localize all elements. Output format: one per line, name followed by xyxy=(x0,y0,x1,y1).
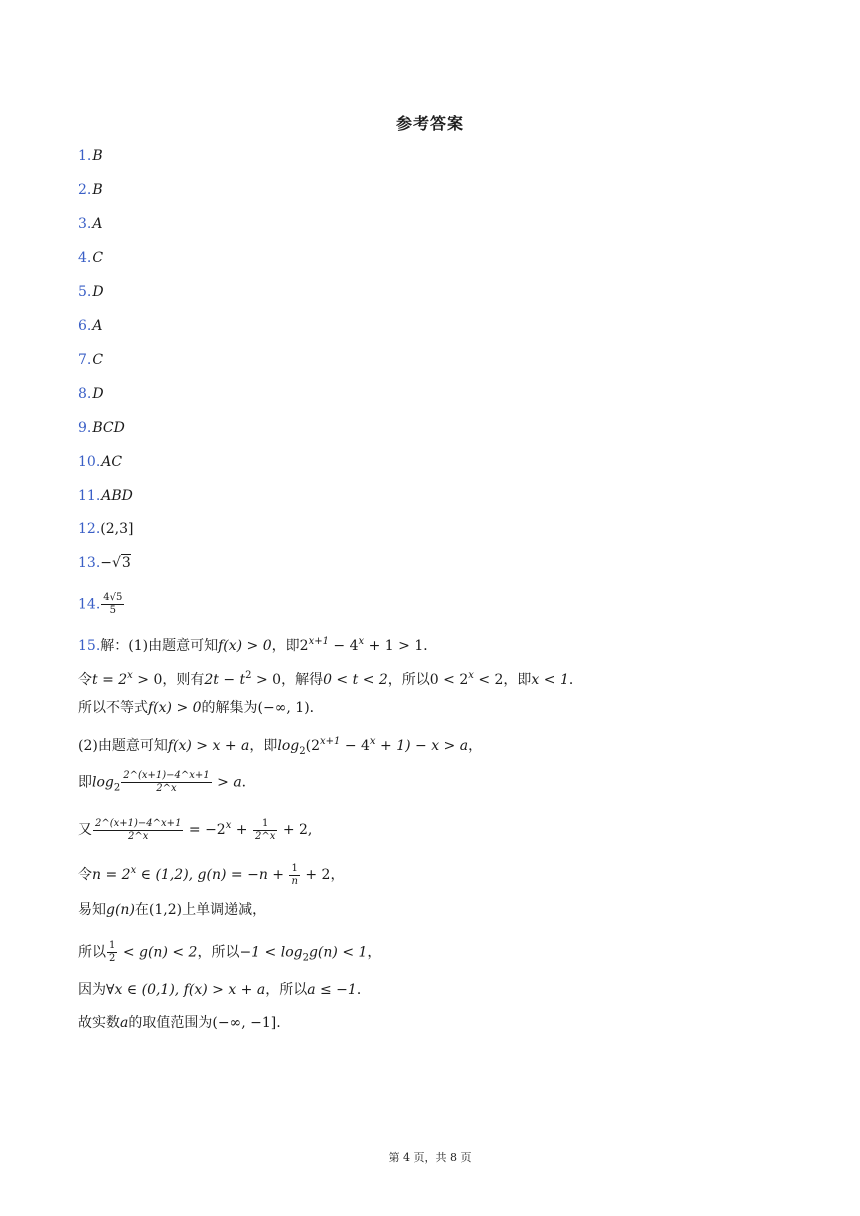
superscript: x xyxy=(127,670,133,681)
text: . xyxy=(276,1015,281,1031)
math: 2 xyxy=(299,638,309,654)
fraction xyxy=(101,592,124,617)
text: 易知 xyxy=(78,902,106,918)
answer-14 xyxy=(78,592,125,617)
superscript: x xyxy=(358,636,365,647)
superscript: x xyxy=(225,820,232,831)
math: f(x) > 0 xyxy=(218,638,272,654)
math: > a xyxy=(212,774,242,791)
text: ， xyxy=(367,944,382,961)
text: 令 xyxy=(78,672,92,688)
answer-row xyxy=(78,350,103,370)
fraction-denominator: 2 xyxy=(109,953,116,964)
math: + 2, xyxy=(278,822,313,838)
text: ． xyxy=(309,700,324,716)
page-title: 参考答案 xyxy=(395,114,464,133)
fraction-denominator: n xyxy=(291,875,298,887)
text: ， xyxy=(330,867,345,883)
text: ，则有 xyxy=(162,672,205,688)
math: < 2 xyxy=(473,672,504,688)
answer-row xyxy=(78,214,102,234)
math: a xyxy=(120,1015,129,1031)
answer-number: 6. xyxy=(78,318,92,334)
answer-row xyxy=(78,146,103,166)
answer-row xyxy=(78,180,103,200)
solution-line-11 xyxy=(78,1013,281,1033)
answer-value: ABD xyxy=(101,488,133,504)
superscript: x xyxy=(369,736,376,747)
fraction-numerator: 1 xyxy=(253,818,277,831)
math: g(n) < 1 xyxy=(308,944,368,961)
math: (−∞, −1] xyxy=(212,1015,277,1031)
answer-value: B xyxy=(92,182,103,198)
fraction-numerator: 2^(x+1)−4^x+1 xyxy=(95,817,182,829)
answer-row xyxy=(78,418,125,438)
text: (2)由题意可知 xyxy=(78,738,168,754)
math: −1 < log xyxy=(239,944,303,961)
solution-line-1 xyxy=(78,632,437,656)
answer-number: 10. xyxy=(78,454,101,470)
math: 0 < 2 xyxy=(429,672,469,688)
answer-number: 15. xyxy=(78,638,101,654)
math: ∀x ∈ (0,1), f(x) > x + a xyxy=(106,982,266,998)
answer-value: D xyxy=(92,386,104,402)
text: 的解集为 xyxy=(201,700,258,716)
fraction xyxy=(121,770,211,795)
answer-row xyxy=(78,486,133,506)
answer-value: B xyxy=(92,148,103,164)
math: (1,2) xyxy=(148,902,183,918)
math: t = 2 xyxy=(92,672,128,688)
math: log xyxy=(277,738,300,754)
text: ，即 xyxy=(271,638,300,654)
text: ． xyxy=(568,672,583,688)
math: − 4 xyxy=(340,738,370,754)
fraction-denominator: 2^x xyxy=(128,830,149,842)
math: + 1) − x > a xyxy=(375,738,469,754)
text: 在 xyxy=(134,902,149,918)
superscript: 2 xyxy=(245,670,252,681)
text: 所以不等式 xyxy=(78,700,148,716)
answer-number: 8. xyxy=(78,386,92,402)
answer-row xyxy=(78,553,131,573)
fraction xyxy=(253,818,277,843)
answer-row xyxy=(78,282,104,302)
fraction-denominator: 2^x xyxy=(156,783,177,794)
answer-number: 1. xyxy=(78,148,92,164)
subscript: 2 xyxy=(302,952,309,964)
text: ． xyxy=(356,982,371,998)
answer-number: 5. xyxy=(78,284,92,300)
math: = −2 xyxy=(184,822,226,838)
answer-row xyxy=(78,316,102,336)
fraction xyxy=(289,863,299,888)
answer-number: 2. xyxy=(78,182,92,198)
fraction-numerator: 1 xyxy=(109,940,116,951)
answer-number: 3. xyxy=(78,216,92,232)
text: ，即 xyxy=(249,738,278,754)
solution-line-6 xyxy=(78,816,312,843)
answer-row xyxy=(78,384,104,404)
answer-value: C xyxy=(92,352,104,368)
text: 又 xyxy=(78,822,92,838)
solution-line-5 xyxy=(78,770,256,799)
answer-number: 13. xyxy=(78,555,101,571)
fraction-numerator: 4√5 xyxy=(103,592,123,603)
solution-line-10 xyxy=(78,980,371,1000)
text: 故实数 xyxy=(78,1015,120,1031)
superscript: x xyxy=(130,865,137,876)
answer-number: 4. xyxy=(78,250,92,266)
answer-value: A xyxy=(92,318,103,334)
text: 即 xyxy=(78,774,92,791)
math: a ≤ −1 xyxy=(307,982,357,998)
answer-value: −√3 xyxy=(100,555,131,571)
answer-value: (2,3] xyxy=(100,521,134,537)
math: 2t − t xyxy=(204,672,246,688)
math: + 1 > 1． xyxy=(364,638,438,654)
answer-value: D xyxy=(92,284,104,300)
math: < g(n) < 2 xyxy=(118,944,198,961)
solution-line-7 xyxy=(78,861,344,888)
subscript: 2 xyxy=(113,782,121,794)
superscript: x xyxy=(468,670,474,681)
fraction-denominator: 2^x xyxy=(255,830,276,842)
superscript: x+1 xyxy=(319,736,341,747)
solution-line-4 xyxy=(78,732,482,762)
math: log xyxy=(92,774,114,791)
answer-number: 14. xyxy=(78,596,101,613)
page-footer: 第 4 页，共 8 页 xyxy=(388,1151,472,1164)
sqrt-radicand: 3 xyxy=(121,555,131,571)
superscript: x+1 xyxy=(308,636,329,647)
solution-line-8 xyxy=(78,900,266,920)
answer-row xyxy=(78,248,103,268)
fraction xyxy=(93,818,183,843)
text: ． xyxy=(241,774,256,791)
text: 因为 xyxy=(78,982,106,998)
fraction-numerator: 1 xyxy=(289,863,299,876)
answer-value: AC xyxy=(101,454,123,470)
answer-value: BCD xyxy=(92,420,125,436)
solution-line-9 xyxy=(78,940,381,969)
math: > 0 xyxy=(132,672,163,688)
math: n = 2 xyxy=(92,867,131,883)
text: 所以 xyxy=(78,944,106,961)
text: ，解得 xyxy=(281,672,324,688)
math: > 0 xyxy=(251,672,282,688)
answer-value: A xyxy=(92,216,103,232)
math: ∈ (1,2), g(n) = −n + xyxy=(136,867,289,883)
math: x < 1 xyxy=(531,672,569,688)
math: − 4 xyxy=(328,638,359,654)
math: (−∞, 1) xyxy=(257,700,310,716)
fraction-denominator: 5 xyxy=(109,605,116,616)
fraction xyxy=(107,940,117,965)
text: 上单调递减， xyxy=(182,902,267,918)
text: 的取值范围为 xyxy=(128,1015,213,1031)
text: 令 xyxy=(78,867,92,883)
answer-value: C xyxy=(92,250,104,266)
answer-number: 12. xyxy=(78,521,101,537)
text: ，所以 xyxy=(387,672,430,688)
math: g(n) xyxy=(106,902,135,918)
fraction-numerator: 2^(x+1)−4^x+1 xyxy=(123,770,210,781)
subscript: 2 xyxy=(299,746,306,757)
solution-line-3 xyxy=(78,698,324,718)
solution-line-2 xyxy=(78,666,583,690)
text: ， xyxy=(468,738,483,754)
answer-row xyxy=(78,519,133,539)
answer-number: 9. xyxy=(78,420,92,436)
math: + 2 xyxy=(300,867,331,883)
text: ，即 xyxy=(503,672,532,688)
answer-row xyxy=(78,452,122,472)
answer-number: 11. xyxy=(78,488,101,504)
text: 解：(1)由题意可知 xyxy=(100,638,219,654)
text: ，所以 xyxy=(197,944,240,961)
text: ，所以 xyxy=(265,982,308,998)
math: + xyxy=(231,822,252,838)
math: 0 < t < 2 xyxy=(323,672,388,688)
math: f(x) > x + a xyxy=(167,738,250,754)
math: (2 xyxy=(305,738,320,754)
answer-number: 7. xyxy=(78,352,92,368)
math: f(x) > 0 xyxy=(148,700,202,716)
